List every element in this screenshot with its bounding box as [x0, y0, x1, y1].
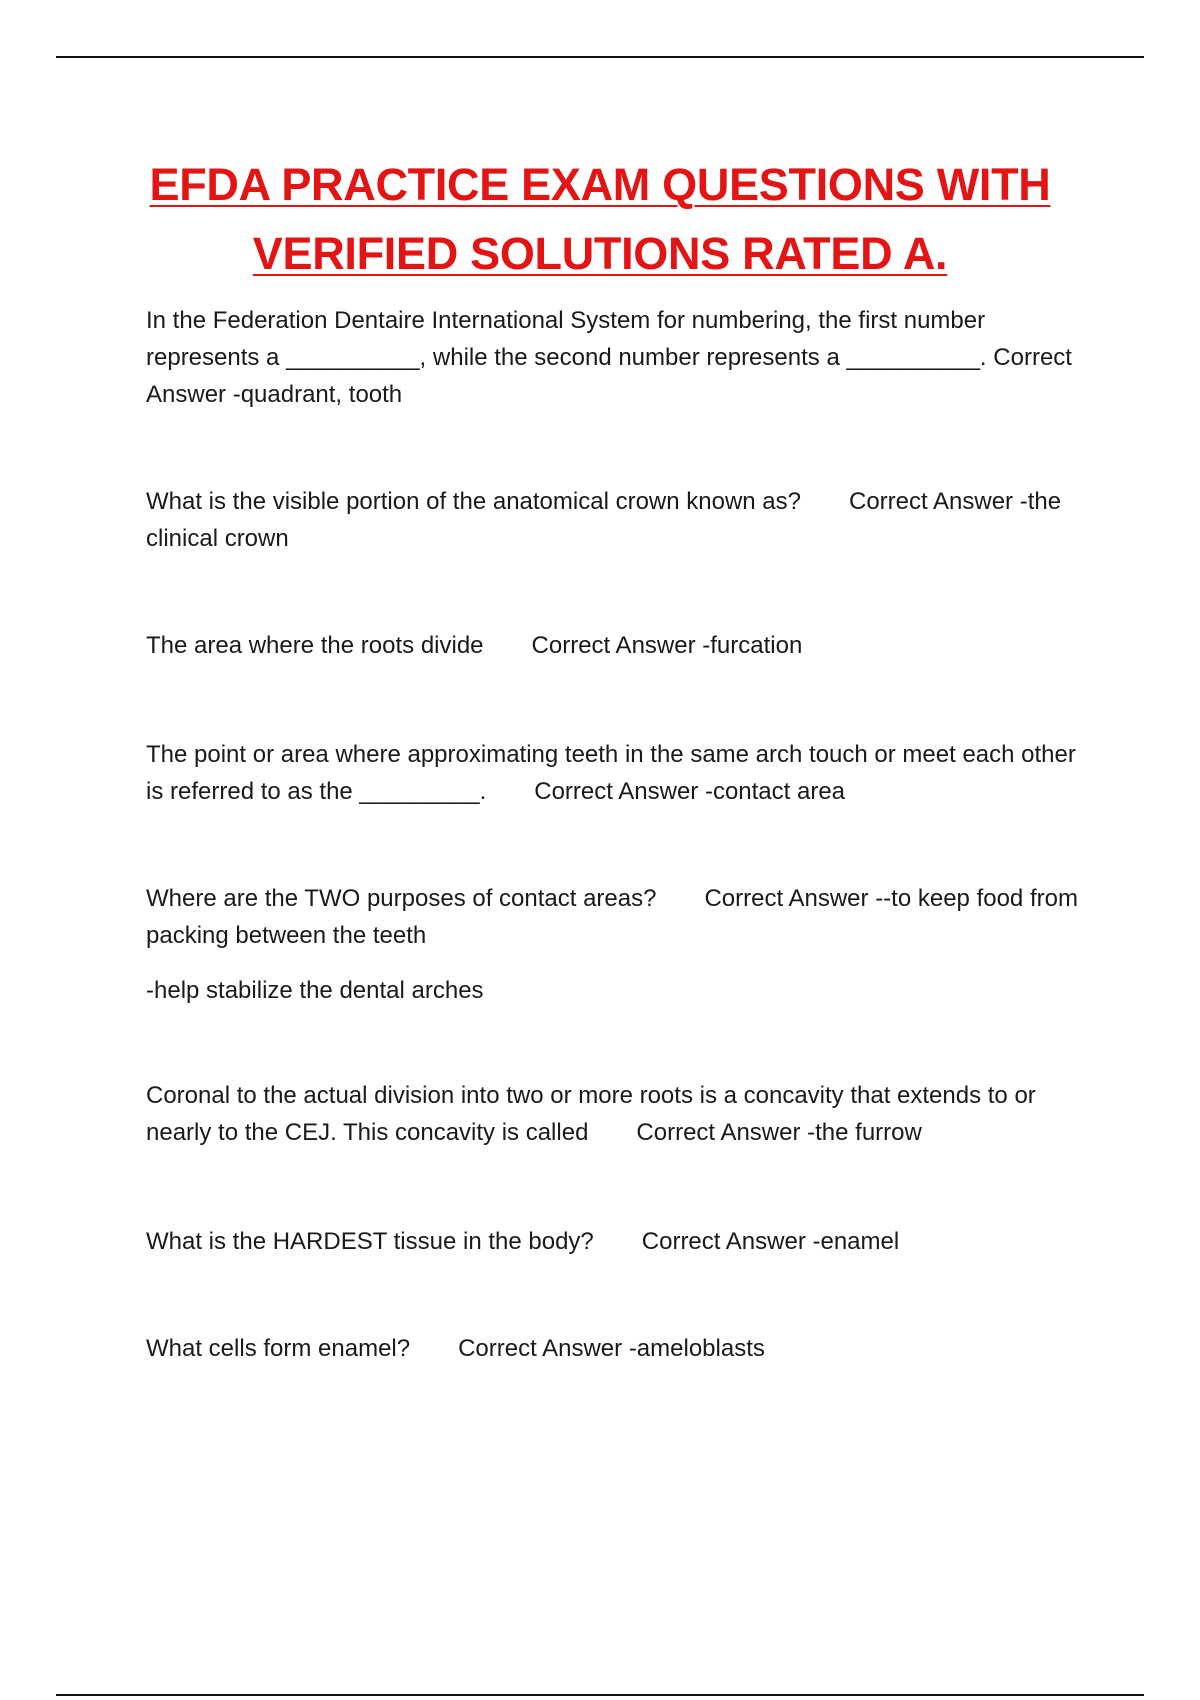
- question-text: What is the HARDEST tissue in the body?: [146, 1228, 594, 1255]
- question-text: The area where the roots divide: [146, 632, 484, 659]
- answer-text: Correct Answer -the furrow: [636, 1119, 922, 1146]
- qa-item: [146, 1330, 1096, 1367]
- qa-list: [146, 302, 1096, 1367]
- qa-item: [146, 483, 1096, 557]
- answer-continuation: -help stabilize the dental arches: [146, 977, 484, 1004]
- question-text: The point or area where approximating teeth in the same arch touch or meet each other is referred to as the _________.: [146, 741, 1076, 805]
- answer-text: Correct Answer -contact area: [534, 778, 846, 805]
- bottom-rule: [56, 1694, 1144, 1696]
- answer-text: Correct Answer -the clinical crown: [146, 488, 1062, 552]
- qa-item: [146, 1077, 1096, 1151]
- answer-text: Correct Answer -ameloblasts: [458, 1335, 765, 1362]
- qa-item: [146, 736, 1096, 810]
- question-text: Coronal to the actual division into two or more roots is a concavity that extends to or nearly to the CEJ. This concavity is called: [146, 1082, 1036, 1146]
- answer-text: Correct Answer -furcation: [531, 632, 803, 659]
- question-text: Where are the TWO purposes of contact areas?: [146, 885, 657, 912]
- top-rule: [56, 56, 1144, 58]
- document-title: [0, 150, 1200, 288]
- title-line-2: VERIFIED SOLUTIONS RATED A.: [252, 228, 948, 279]
- title-line-1: EFDA PRACTICE EXAM QUESTIONS WITH: [149, 159, 1051, 210]
- qa-item: [146, 1223, 1096, 1260]
- qa-item: [146, 302, 1096, 413]
- qa-item: [146, 627, 1096, 664]
- qa-item: [146, 880, 1096, 954]
- answer-text: Correct Answer -quadrant, tooth: [146, 344, 1072, 408]
- question-text: What cells form enamel?: [146, 1335, 411, 1362]
- answer-text: Correct Answer --to keep food from packing between the teeth: [146, 885, 1078, 949]
- answer-text: Correct Answer -enamel: [641, 1228, 900, 1255]
- question-text: In the Federation Dentaire International System for numbering, the first number represents a __________, while the second number represents a __________.: [146, 307, 987, 371]
- question-text: What is the visible portion of the anatomical crown known as?: [146, 488, 801, 515]
